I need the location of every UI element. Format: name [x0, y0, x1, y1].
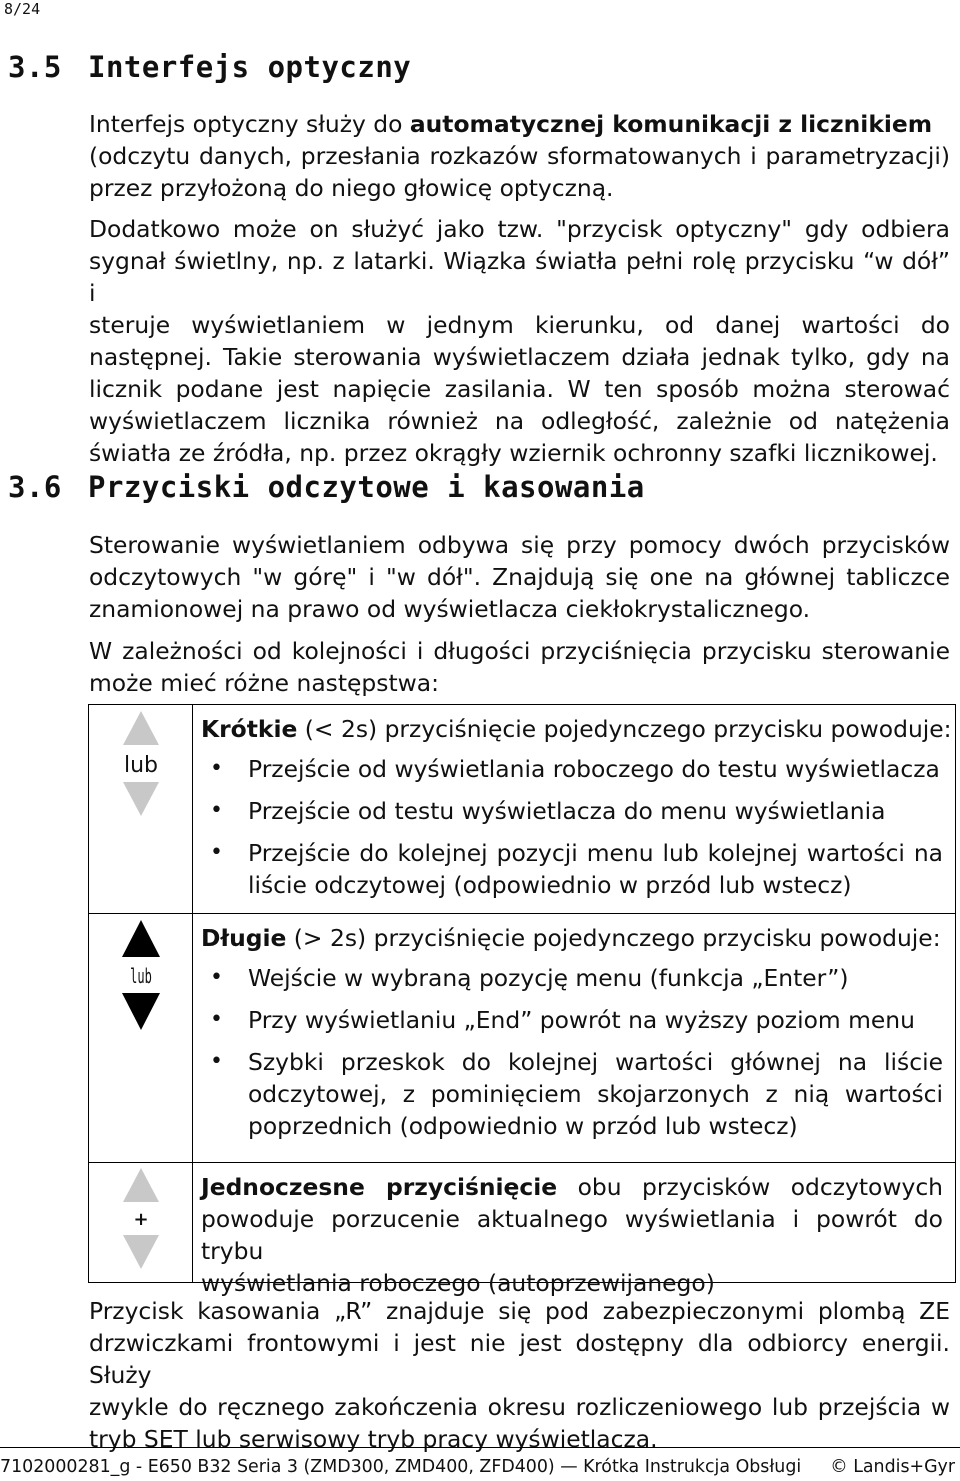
- text-line: znamionowej na prawo od wyświetlacza ciekłokrystalicznego.: [89, 595, 811, 623]
- text-line: następnej. Takie sterowania wyświetlaczem działa jednak tylko, gdy na: [89, 343, 950, 371]
- up-arrow-dark-icon: [122, 920, 160, 957]
- section-heading-3-6: [8, 470, 645, 504]
- section-title: Przyciski odczytowe i kasowania: [88, 470, 645, 504]
- text-line: steruje wyświetlaniem w jednym kierunku, od danej wartości do: [89, 311, 950, 339]
- text-line: światła ze źródła, np. przez okrągły wziernik ochronny szafki licznikowej.: [89, 439, 938, 467]
- row-title: Krótkie (< 2s) przyciśnięcie pojedynczego przycisku powoduje:: [201, 715, 952, 743]
- bold-phrase: automatycznej komunikacji z licznikiem: [409, 110, 933, 138]
- section-number: 3.5: [8, 50, 62, 84]
- text-line: zwykle do ręcznego zakończenia okresu rozliczeniowego lub przejścia w: [89, 1393, 950, 1421]
- plus-icon: +: [133, 1209, 149, 1230]
- button-behaviour-table: [88, 704, 956, 1297]
- text-cell: [201, 705, 952, 911]
- row-title: Długie (> 2s) przyciśnięcie pojedynczego przycisku powoduje:: [201, 924, 941, 952]
- down-arrow-light-icon: [123, 1235, 159, 1269]
- row-description: [201, 1171, 943, 1299]
- read-buttons-paragraph-1: [89, 529, 950, 625]
- bullet-list: [201, 753, 943, 901]
- optical-interface-paragraph-1: [89, 108, 950, 204]
- section-number: 3.6: [8, 470, 62, 504]
- section-heading-3-5: [8, 50, 411, 84]
- text-line: drzwiczkami frontowymi i jest nie jest dostępny dla odbiorcy energii. Służy: [89, 1329, 950, 1389]
- list-item: • Wejście w wybraną pozycję menu (funkcja „Enter”): [201, 962, 943, 994]
- icon-label-lub: lub: [130, 964, 152, 988]
- text-line: przez przyłożoną do niego głowicę optyczną.: [89, 174, 614, 202]
- table-row-long-press: [89, 914, 955, 1163]
- text-line: sygnał świetlny, np. z latarki. Wiązka światła pełni rolę przycisku “w dół” i: [89, 247, 950, 307]
- text-cell: [201, 1163, 943, 1299]
- footer-document-title: 7102000281_g - E650 B32 Seria 3 (ZMD300, ZMD400, ZFD400) — Krótka Instrukcja Obsługi: [0, 1457, 802, 1477]
- list-item: • Szybki przeskok do kolejnej wartości głównej na liście odczytowej, z pominięciem skojarzonych z nią wartości poprzednich (odpowiednio w przód lub wstecz): [201, 1046, 943, 1142]
- footer-divider: [0, 1447, 960, 1448]
- bullet-list: [201, 962, 943, 1142]
- list-item: • Przejście od testu wyświetlacza do menu wyświetlania: [201, 795, 943, 827]
- table-row-simultaneous-press: [89, 1163, 955, 1297]
- text-line: licznik podane jest napięcie zasilania. W ten sposób można sterować: [89, 375, 950, 403]
- text-line: Jednoczesne przyciśnięcie obu przycisków odczytowych: [201, 1173, 944, 1201]
- up-arrow-light-icon: [123, 711, 159, 745]
- icon-cell: [89, 705, 193, 913]
- text-line: wyświetlania roboczego (autoprzewijanego): [201, 1269, 715, 1297]
- text-line: odczytowych "w górę" i "w dół". Znajdują się one na głównej tabliczce: [89, 563, 950, 591]
- text-line: Przycisk kasowania „R” znajduje się pod zabezpieczonymi plombą ZE: [89, 1297, 950, 1325]
- list-item: • Przy wyświetlaniu „End” powrót na wyższy poziom menu: [201, 1004, 943, 1036]
- text-line: Sterowanie wyświetlaniem odbywa się przy pomocy dwóch przycisków: [89, 531, 950, 559]
- text-line: wyświetlaczem licznika również na odległość, zależnie od natężenia: [89, 407, 950, 435]
- text-cell: [201, 914, 943, 1152]
- optical-interface-paragraph-2: [89, 213, 950, 469]
- icon-cell: [89, 1163, 193, 1283]
- icon-label-lub: lub: [123, 753, 159, 778]
- list-item: • Przejście do kolejnej pozycji menu lub kolejnej wartości na liście odczytowej (odpowiednio w przód lub wstecz): [201, 837, 943, 901]
- down-arrow-light-icon: [123, 782, 159, 816]
- text-line: Dodatkowo może on służyć jako tzw. "przycisk optyczny" gdy odbiera: [89, 215, 950, 243]
- text-line: może mieć różne następstwa:: [89, 669, 439, 697]
- page-number: 8/24: [4, 0, 41, 18]
- text-line: Interfejs optyczny służy do automatycznej komunikacji z licznikiem: [89, 110, 933, 138]
- text-line: powoduje porzucenie aktualnego wyświetlania i powrót do trybu: [201, 1205, 943, 1265]
- list-item: • Przejście od wyświetlania roboczego do testu wyświetlacza: [201, 753, 943, 785]
- reset-button-paragraph: [89, 1295, 950, 1455]
- footer-copyright: © Landis+Gyr: [830, 1457, 955, 1477]
- text-line: tryb SET lub serwisowy tryb pracy wyświetlacza.: [89, 1425, 658, 1453]
- icon-cell: [89, 914, 193, 1162]
- down-arrow-dark-icon: [122, 993, 160, 1030]
- read-buttons-paragraph-2: [89, 635, 950, 699]
- text-line: (odczytu danych, przesłania rozkazów sformatowanych i parametryzacji): [89, 142, 950, 170]
- table-row-short-press: [89, 705, 955, 914]
- up-arrow-light-icon: [123, 1168, 159, 1202]
- text-line: W zależności od kolejności i długości przyciśnięcia przycisku sterowanie: [89, 637, 950, 665]
- page-footer: [0, 1456, 955, 1478]
- section-title: Interfejs optyczny: [88, 50, 412, 84]
